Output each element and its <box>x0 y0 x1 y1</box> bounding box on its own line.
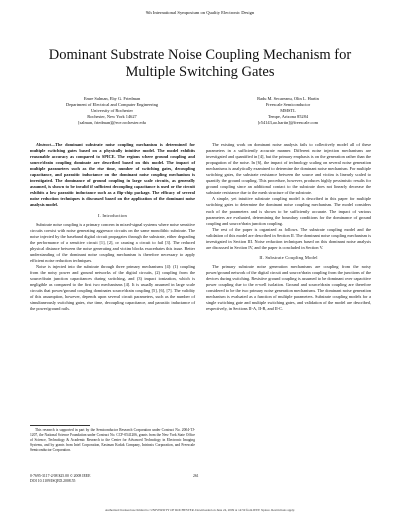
author-org: Freescale Semiconductor <box>265 102 311 107</box>
author-univ: University of Rochester <box>91 108 133 113</box>
footer-isbn: 0-7695-3117-2/08 $25.00 © 2008 IEEE <box>30 474 91 478</box>
page-number: 261 <box>193 474 199 478</box>
footer-copyright <box>30 474 90 484</box>
author-city: Rochester, New York 14627 <box>87 114 137 119</box>
body-paragraph: A simple, yet intuitive substrate coupling model is described in this paper for multiple switching gates to determine the dominant noise coupling mechanism. The model considers each of the parameters and is shown to be sufficiently accurate. The impact of various parameters are evaluated, determining the boundary conditions for the dominance of ground coupling and source/drain junction coupling. <box>206 196 371 226</box>
left-column <box>30 142 195 312</box>
section-heading-introduction: I. Introduction <box>98 212 127 218</box>
author-names: Emre Salman, Eby G. Friedman <box>83 96 141 101</box>
author-dept: Department of Electrical and Computer Engineering <box>65 102 159 107</box>
body-paragraph: The existing work on dominant noise analysis fails to collectively model all of these parameters in a sufficiently accurate manner. Different noise injection mechanisms are investigated and quantified in [4], but the primary emphasis is on the generation rather than the propagation of the noise. In [6], the impact of technology scaling on several noise generation mechanisms is analytically examined to determine the dominant noise mechanism. For multiple switching gates, the substrate resistance between the source and victim is linearly scaled to quantify the ground coupling. This procedure, however, produces highly pessimistic results for ground coupling since an additional contact to the substrate does not linearly decrease the substrate resistance due to the mesh structure of the substrate. <box>206 142 371 196</box>
authors-block-right <box>218 96 358 126</box>
footer-doi: DOI 10.1109/ISQED.2008.55 <box>30 479 76 483</box>
author-names: Radu M. Secareanu, Olin L. Hartin <box>257 96 319 101</box>
author-email: [salman, friedman]@ece.rochester.edu <box>78 120 146 125</box>
right-column <box>206 142 371 312</box>
authors-block-left <box>42 96 182 126</box>
paper-title: Dominant Substrate Noise Coupling Mechanism for Multiple Switching Gates <box>48 47 352 80</box>
abstract-text: —The dominant substrate noise coupling mechanism is determined for multiple switching gates based on a physically intuitive model. The model exhibits reasonable accuracy as compared to SPICE. The regions where ground coupling and source/drain coupling dominate are described based on this model. The impact of multiple parameters such as the rise time, number of switching gates, decoupling capacitance, and parasitic inductance on the dominant noise coupling mechanism is investigated. The dominance of ground coupling in large scale circuits, as generally assumed, is shown to be invalid if sufficient decoupling capacitance is used or the circuit exhibits a low parasitic inductance such as a flip-chip package. The efficacy of several noise reduction techniques is discussed based on the application of the dominant noise analysis model. <box>30 142 195 208</box>
footnote-text: This research is supported in part by the Semiconductor Research Corporation under Contract No. 2004-TJ-1207, the National Science Foundation under Contract No. CCF-0541206, grants from the New York State Office of Science, Technology & Academic Research to the Center for Advanced Technology in Electronic Imaging Systems, and by grants from Intel Corporation, Eastman Kodak Company, Intrinsix Corporation, and Freescale Semiconductor Corporation. <box>30 428 195 452</box>
body-paragraph: The rest of the paper is organized as follows. The substrate coupling model and the validation of this model are described in Section II. The dominant noise coupling mechanism is investigated in Section III. Noise reduction techniques based on this dominant noise analysis are discussed in Section IV, and the paper is concluded in Section V. <box>206 226 371 250</box>
license-note: Authorized licensed use limited to: UNIVERSITY OF ROCHESTER. Downloaded on June 24, 2009 at 14:59 from IEEE Xplore. Restrictions apply. <box>105 508 295 512</box>
abstract-label: Abstract <box>36 142 51 147</box>
funding-footnote <box>30 428 195 453</box>
author-city: Tempe, Arizona 85284 <box>267 114 309 119</box>
abstract <box>30 142 195 209</box>
author-dept: MMSTL <box>280 108 296 113</box>
body-paragraph: The primary substrate noise generation mechanisms are coupling from the noisy power/ground network of the digital circuit and source/drain coupling from the junctions of the devices during switching. Resistive ground coupling is assumed to be dominant over capacitive power coupling due to the n-well isolation. Ground and source/drain coupling are therefore considered to be the two primary noise generation mechanisms. The dominant noise generation mechanism is evaluated as a function of multiple parameters. Substrate coupling models for a single switching gate and multiple switching gates, and validation of the model are described, respectively, in Sections II-A, II-B, and II-C. <box>206 263 371 312</box>
conference-header: 9th International Symposium on Quality Electronic Design <box>145 10 255 15</box>
intro-paragraph-2: Noise is injected into the substrate through three primary mechanisms [4]: (1) coupling from the noisy power and ground networks of the digital circuits, (2) coupling from the source/drain junction capacitances during switching, and (3) impact ionization, which is negligible as compared to the first two mechanisms [4]. It is usually assumed in large scale circuits that power/ground coupling dominates source/drain coupling [5], [6], [7]. The validity of this assumption, however, depends upon several circuit parameters, such as the number of simultaneously switching gates, rise time, decoupling capacitance, and parasitic inductance of the power/ground rails. <box>30 263 195 312</box>
footnote-divider <box>30 425 90 426</box>
author-email: [r54143,ao.hartin]@freescale.com <box>257 120 319 125</box>
intro-paragraph-1: Substrate noise coupling is a primary concern in mixed-signal systems where noise sensitive circuits coexist with noise generating aggressor circuits on the same monolithic substrate. The noise injected by the baseband digital circuit propagates through the substrate, either degrading the performance of a sensitive circuit [1], [2], or causing a circuit to fail [3]. The reduced physical distance between the noise generating and victim blocks exacerbates this issue. Better understanding of the dominant noise coupling mechanism is therefore necessary to apply efficient noise reduction techniques. <box>30 221 195 263</box>
section-heading-substrate-model: II. Substrate Coupling Model <box>259 254 318 260</box>
